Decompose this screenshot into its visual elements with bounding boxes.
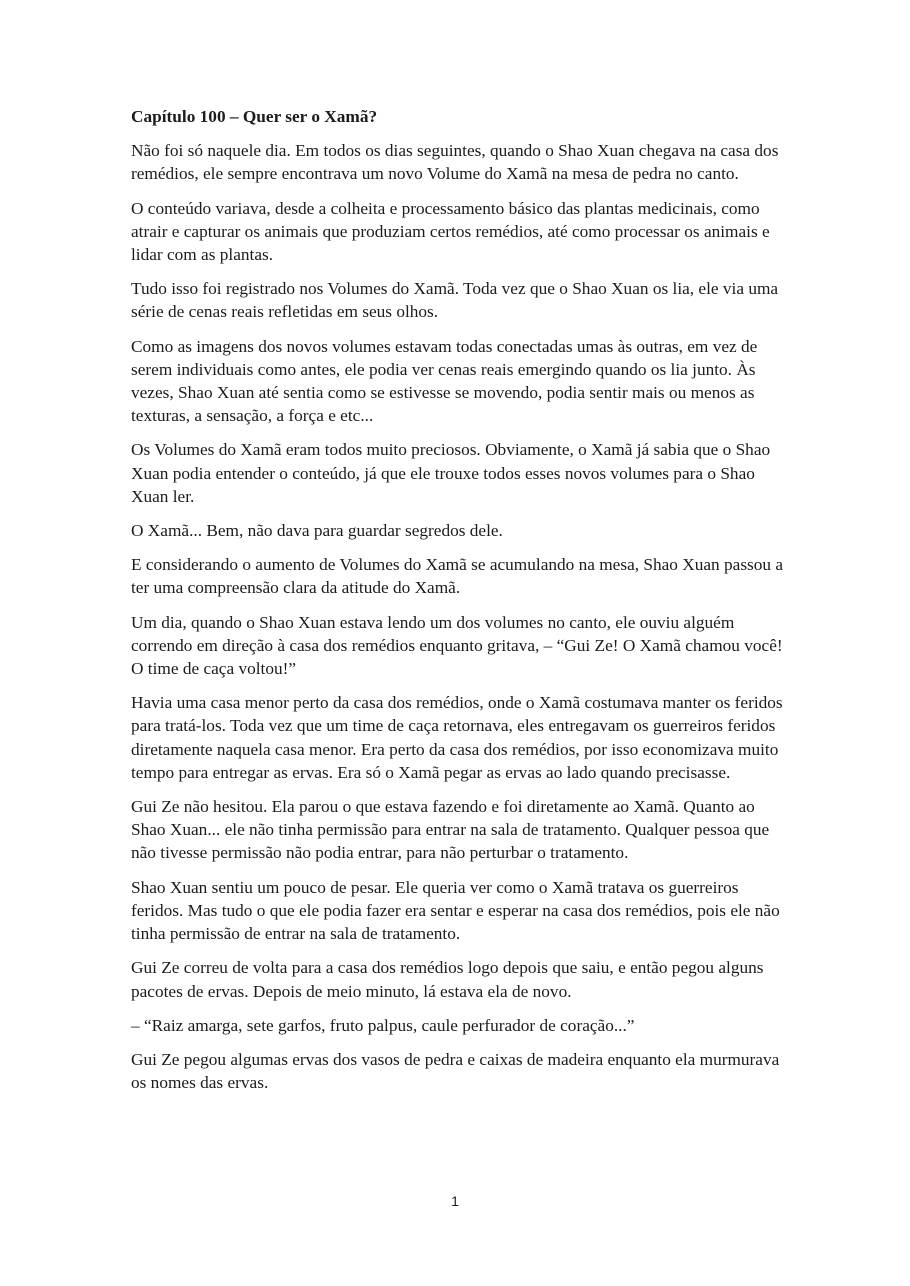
paragraph-8: Um dia, quando o Shao Xuan estava lendo um dos volumes no canto, ele ouviu alguém correndo em direção à casa dos remédios enquanto gritava, – “Gui Ze! O Xamã chamou você! O time de caça voltou!” bbox=[131, 612, 783, 679]
paragraph-1: Não foi só naquele dia. Em todos os dias seguintes, quando o Shao Xuan chegava na casa dos remédios, ele sempre encontrava um novo Volume do Xamã na mesa de pedra no canto. bbox=[131, 141, 779, 184]
paragraph-14: Gui Ze pegou algumas ervas dos vasos de pedra e caixas de madeira enquanto ela murmurava os nomes das ervas. bbox=[131, 1049, 780, 1093]
paragraph-9: Havia uma casa menor perto da casa dos remédios, onde o Xamã costumava manter os feridos para tratá-los. Toda vez que um time de caça retornava, eles entregavam os guerreiros feridos diretamente naquela casa menor. Era perto da casa dos remédios, por isso economizava muito tempo para entregar as ervas. Era só o Xamã pegar as ervas ao lado quando precisasse. bbox=[131, 693, 783, 782]
paragraph-3: Tudo isso foi registrado nos Volumes do Xamã. Toda vez que o Shao Xuan os lia, ele via uma série de cenas reais refletidas em seus olhos. bbox=[131, 279, 779, 322]
paragraph-7: E considerando o aumento de Volumes do Xamã se acumulando na mesa, Shao Xuan passou a ter uma compreensão clara da atitude do Xamã. bbox=[131, 555, 784, 598]
paragraph-11: Shao Xuan sentiu um pouco de pesar. Ele queria ver como o Xamã tratava os guerreiros feridos. Mas tudo o que ele podia fazer era sentar e esperar na casa dos remédios, pois ele não tinha permissão de entrar na sala de tratamento. bbox=[131, 877, 780, 944]
paragraph-12: Gui Ze correu de volta para a casa dos remédios logo depois que saiu, e então pegou alguns pacotes de ervas. Depois de meio minuto, lá estava ela de novo. bbox=[131, 958, 764, 1001]
paragraph-4: Como as imagens dos novos volumes estavam todas conectadas umas às outras, em vez de serem individuais como antes, ele podia ver cenas reais emergindo quando os lia junto. Às vezes, Shao Xuan até sentia como se estivesse se movendo, podia sentir mais ou menos as texturas, a sensação, a força e etc... bbox=[131, 336, 758, 426]
chapter-title: Capítulo 100 – Quer ser o Xamã? bbox=[131, 107, 378, 126]
page-number: 1 bbox=[451, 1193, 459, 1209]
paragraph-10: Gui Ze não hesitou. Ela parou o que estava fazendo e foi diretamente ao Xamã. Quanto ao Shao Xuan... ele não tinha permissão para entrar na sala de tratamento. Qualquer pessoa que não tivesse permissão não podia entrar, para não perturbar o tratamento. bbox=[131, 797, 770, 863]
page-content bbox=[131, 105, 786, 1105]
paragraph-6: O Xamã... Bem, não dava para guardar segredos dele. bbox=[131, 521, 503, 541]
paragraph-13: – “Raiz amarga, sete garfos, fruto palpus, caule perfurador de coração...” bbox=[131, 1015, 635, 1035]
paragraph-5: Os Volumes do Xamã eram todos muito preciosos. Obviamente, o Xamã já sabia que o Shao Xuan podia entender o conteúdo, já que ele trouxe todos esses novos volumes para o Shao Xuan ler. bbox=[131, 440, 771, 506]
paragraph-2: O conteúdo variava, desde a colheita e processamento básico das plantas medicinais, como atrair e capturar os animais que produziam certos remédios, até como processar os animais e lidar com as plantas. bbox=[131, 198, 770, 265]
